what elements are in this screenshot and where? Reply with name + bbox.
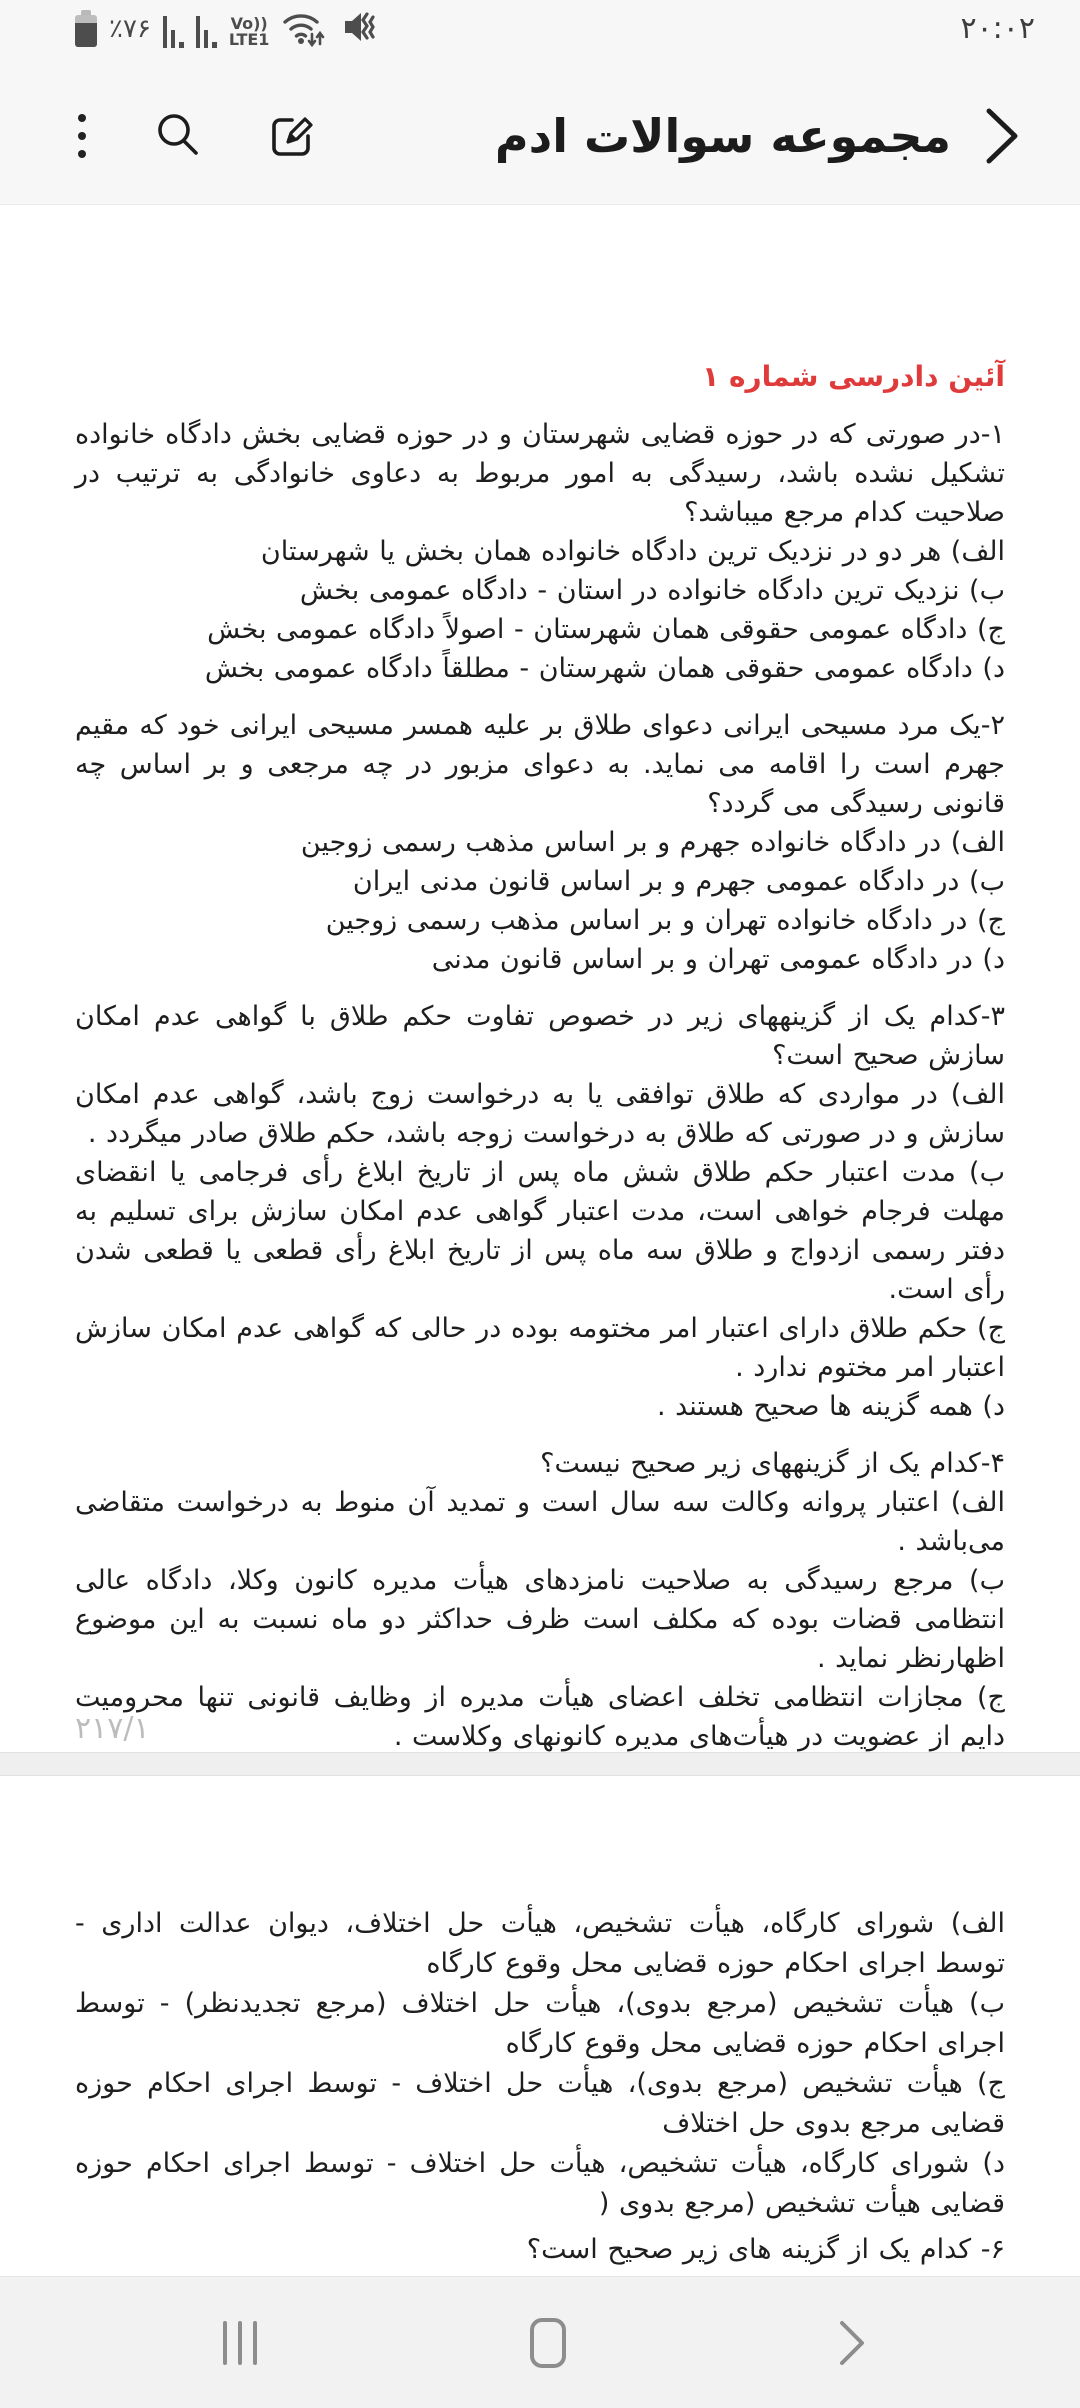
option-line: ب) مرجع رسیدگی به صلاحیت نامزدهای هیأت مدیره کانون وکلا، دادگاه عالی انتظامی قضات بوده که مکلف است ظرف حداکثر دو ماه نسبت به این موضوع اظهارنظر نماید .: [75, 1565, 1005, 1674]
option-line: الف) در دادگاه خانواده جهرم و بر اساس مذهب رسمی زوجین: [300, 827, 1005, 858]
status-icons-group: [75, 8, 379, 48]
overflow-menu-button[interactable]: [78, 114, 86, 158]
option-line: ج) در دادگاه خانواده تهران و بر اساس مذهب رسمی زوجین: [325, 905, 1005, 936]
option-line: ج) هیأت تشخیص (مرجع بدوی)، هیأت حل اختلاف - توسط اجرای احکام حوزه قضایی مرجع بدوی حل اختلاف: [75, 2068, 1005, 2139]
back-button[interactable]: [979, 101, 1025, 171]
option-line: د) همه گزینه ها صحیح هستند .: [656, 1391, 1005, 1422]
question-line: ۳-کدام یک از گزینههای زیر در خصوص تفاوت حکم طلاق با گواهی عدم امکان سازش صحیح است؟: [75, 1001, 1005, 1071]
option-line: ج) دادگاه عمومی حقوقی همان شهرستان - اصولاً دادگاه عمومی بخش: [207, 614, 1005, 645]
option-line: ب) هیأت تشخیص (مرجع بدوی)، هیأت حل اختلاف (مرجع تجدیدنظر) - توسط اجرای احکام حوزه قضایی محل وقوع کارگاه: [75, 1988, 1005, 2059]
option-line: ج) مجازات انتظامی تخلف اعضای هیأت مدیره از وظایف قانونی تنها محرومیت دایم از عضویت در هیأت‌های مدیره کانونهای وکلاست .: [75, 1682, 1005, 1752]
wifi-icon: [281, 8, 325, 48]
battery-icon: [75, 10, 97, 48]
option-line: د) دادگاه عمومی حقوقی همان شهرستان - مطلقاً دادگاه عمومی بخش: [204, 653, 1005, 684]
document-viewer[interactable]: [0, 205, 1080, 2408]
option-line: ب) در دادگاه عمومی جهرم و بر اساس قانون مدنی ایران: [352, 866, 1005, 897]
option-line: الف) در مواردی که طلاق توافقی یا به درخواست زوج باشد، گواهی عدم امکان سازش و در صورتی که طلاق به درخواست زوجه باشد، حکم طلاق صادر میگردد .: [75, 1079, 1005, 1149]
recents-button[interactable]: [223, 2321, 257, 2365]
android-nav-bar: [0, 2276, 1080, 2408]
home-button[interactable]: [530, 2318, 566, 2368]
option-line: ج) حکم طلاق دارای اعتبار امر مختومه بوده در حالی که گواهی عدم امکان سازش اعتبار امر مختوم ندارد .: [75, 1313, 1005, 1383]
page-separator: [0, 1752, 1080, 1776]
question-line: ۶- کدام یک از گزینه های زیر صحیح است؟: [526, 2234, 1005, 2265]
search-button[interactable]: [152, 110, 204, 162]
section-heading: آئین دادرسی شماره ۱: [702, 360, 1005, 393]
page-title: مجموعه سوالات ادم: [494, 108, 951, 163]
option-line: الف) هر دو در نزدیک ترین دادگاه خانواده همان بخش یا شهرستان: [260, 536, 1005, 567]
app-header: [0, 56, 1080, 205]
page-number: ٢١٧/١: [75, 1711, 150, 1746]
option-line: الف) شورای کارگاه، هیأت تشخیص، هیأت حل اختلاف، دیوان عدالت اداری - توسط اجرای احکام حوزه قضایی محل وقوع کارگاه: [75, 1908, 1005, 1979]
volte-icon: Vo)) LTE1: [228, 14, 270, 49]
option-line: د) شورای کارگاه، هیأت تشخیص، هیأت حل اختلاف - توسط اجرای احکام حوزه قضایی هیأت تشخیص (مرجع بدوی (: [75, 2148, 1005, 2219]
clock: ٢٠:٠٢: [960, 10, 1035, 46]
mute-vibrate-icon: [337, 6, 379, 48]
document-page-1: [0, 205, 1080, 1752]
option-line: ب) نزدیک ترین دادگاه خانواده در استان - دادگاه عمومی بخش: [299, 575, 1005, 606]
status-bar: [0, 0, 1080, 56]
page1-text: [75, 415, 1005, 1752]
signal-sim2-icon: [196, 14, 217, 48]
signal-sim1-icon: [163, 14, 184, 48]
nav-back-button[interactable]: [834, 2315, 870, 2371]
question-line: ۴-کدام یک از گزینههای زیر صحیح نیست؟: [540, 1448, 1005, 1479]
option-line: د) در دادگاه عمومی تهران و بر اساس قانون مدنی: [431, 944, 1005, 975]
option-line: ب) مدت اعتبار حکم طلاق شش ماه پس از تاریخ ابلاغ رأی فرجامی یا انقضای مهلت فرجام خواهی است، مدت اعتبار گواهی عدم امکان سازش برای تسلیم به دفتر رسمی ازدواج و طلاق سه ماه پس از تاریخ ابلاغ رأی قطعی یا قطعی شدن رأی است.: [75, 1157, 1005, 1305]
question-line: ۲-یک مرد مسیحی ایرانی دعوای طلاق بر علیه همسر مسیحی ایرانی خود که مقیم جهرم است را اقامه می نماید. به دعوای مزبور در چه مرجعی و بر اساس چه قانونی رسیدگی می گردد؟: [75, 710, 1005, 819]
question-line: ۱-در صورتی که در حوزه قضایی شهرستان و در حوزه قضایی بخش دادگاه خانواده تشکیل نشده باشد، رسیدگی به امور مربوط به دعاوی خانوادگی به ترتیب در صلاحیت کدام مرجع میباشد؟: [75, 419, 1005, 528]
edit-button[interactable]: [264, 108, 320, 164]
battery-percent: ٪٧۶: [109, 14, 151, 44]
option-line: الف) اعتبار پروانه وکالت سه سال است و تمدید آن منوط به درخواست متقاضی می‌باشد .: [75, 1487, 1005, 1557]
